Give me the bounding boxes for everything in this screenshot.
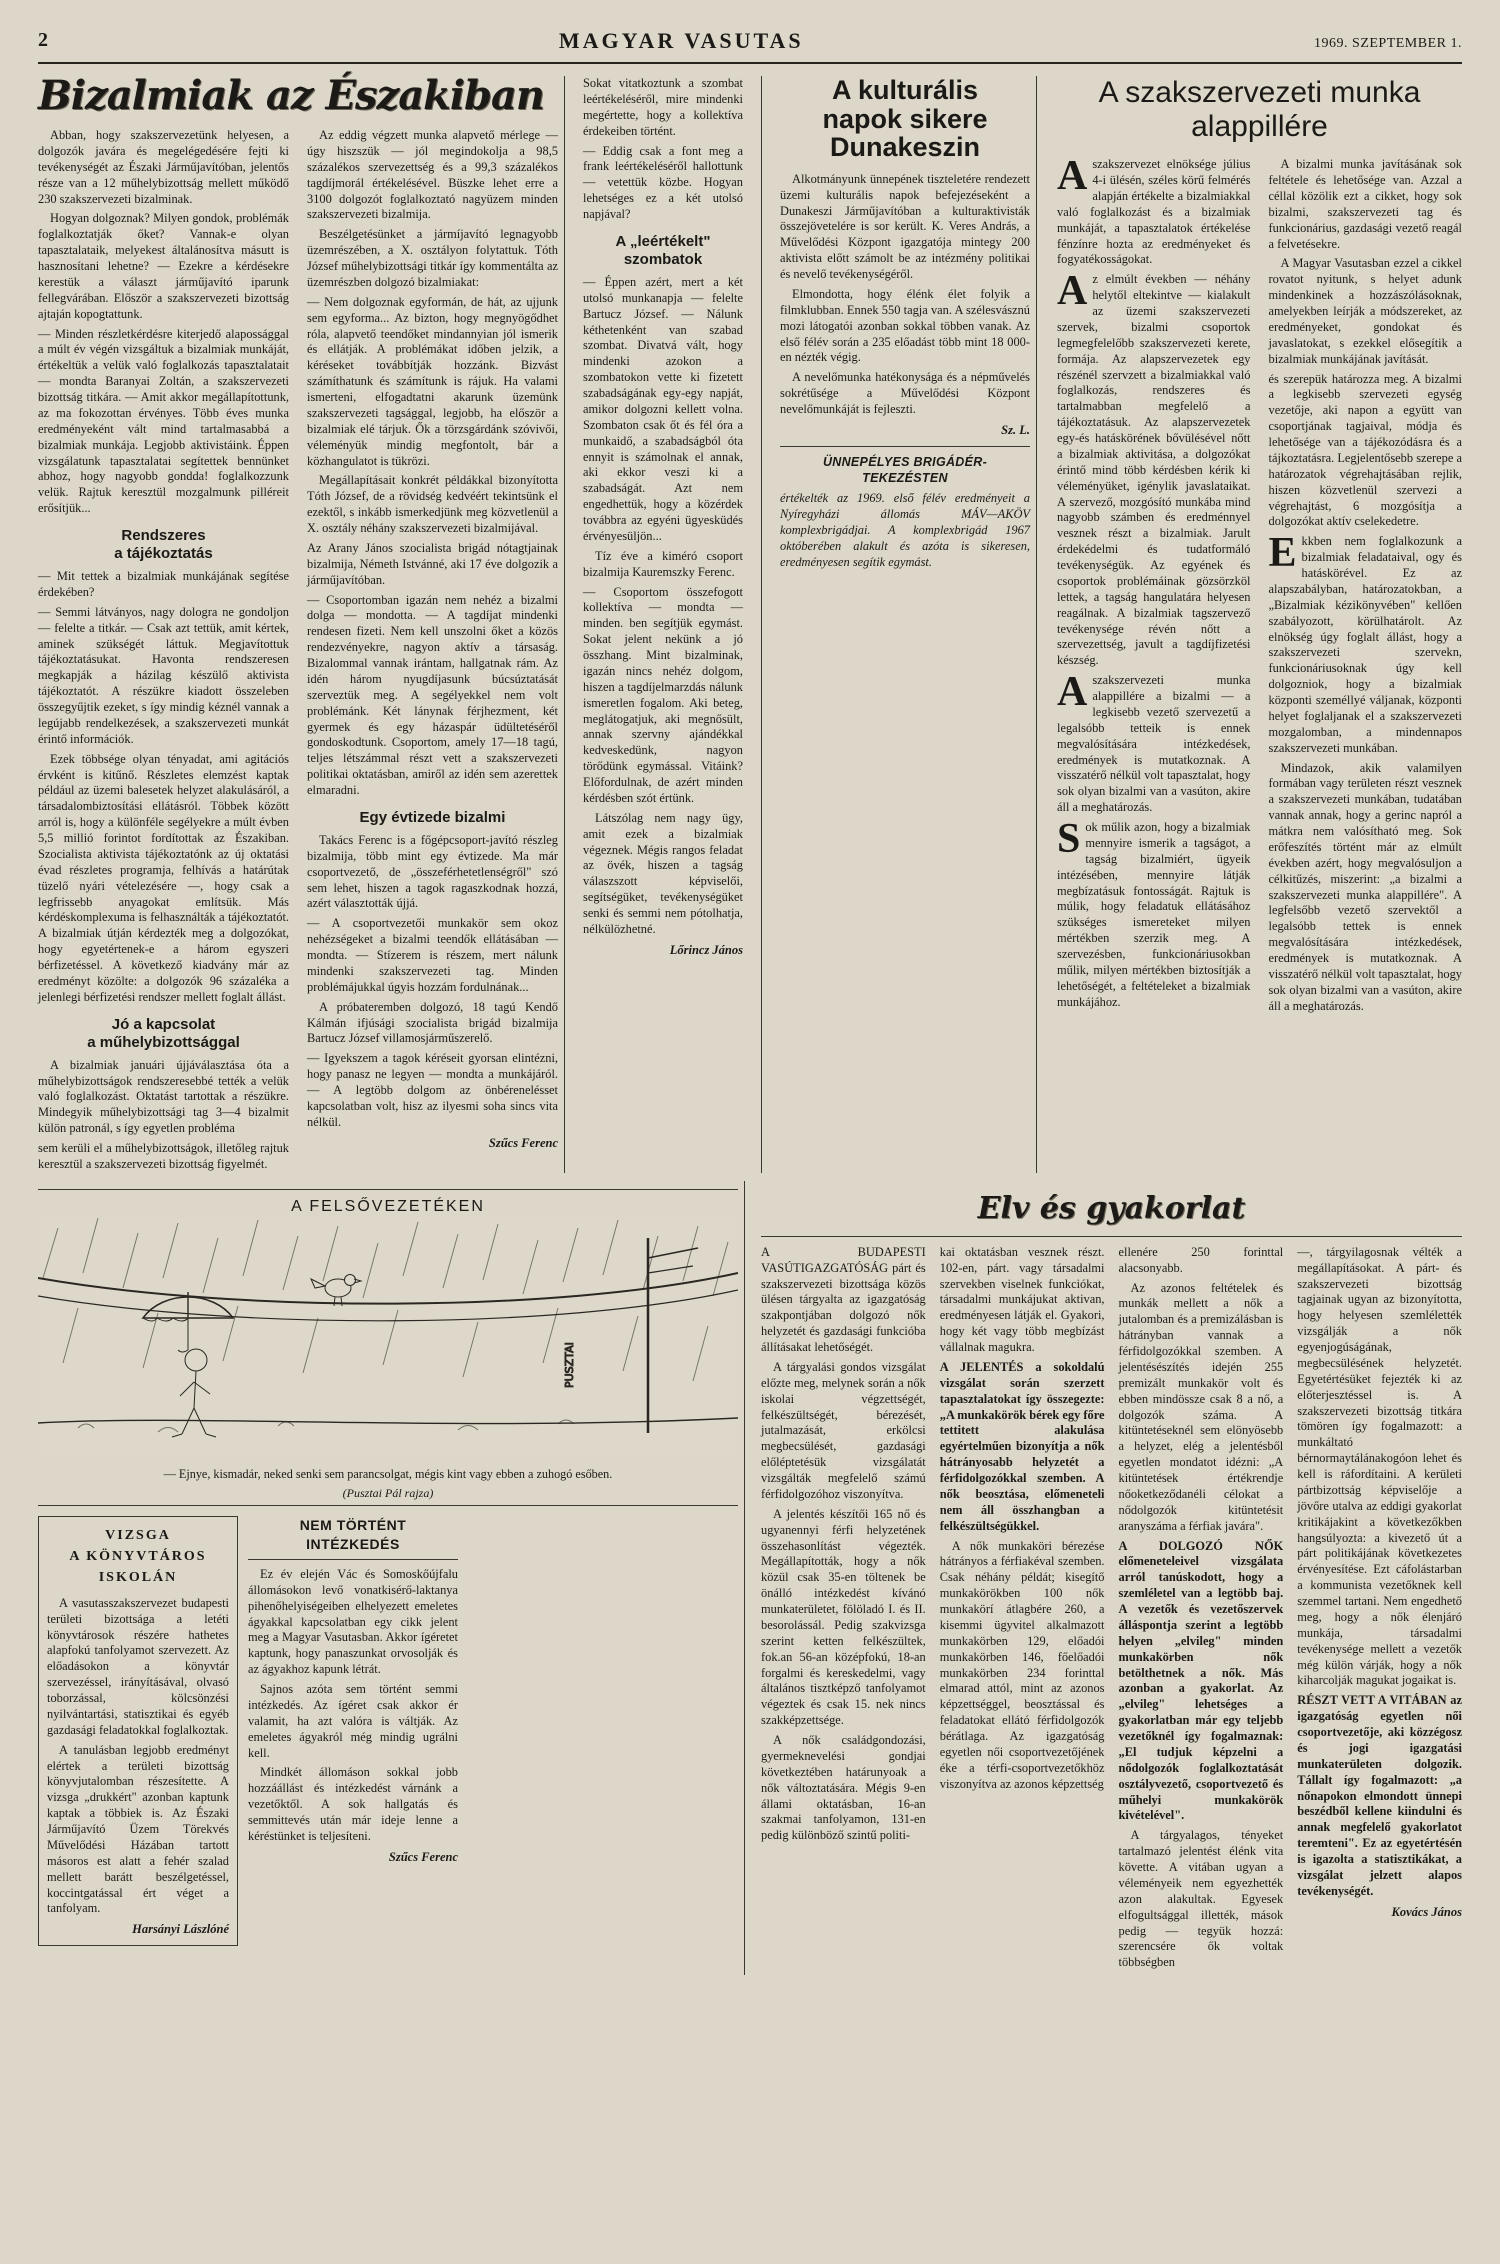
- paragraph: A tanulásban legjobb eredményt elértek a területi bizottság könyvjutalomban részesítette. A vizsga „drukkért" azonban kaptunk kaptak a többiek is. Az Északi Járműjavító Üzem Törekvés Művelődési Házában tartott másoros est alatt a fehér szalad mellett barátt beszélgetéssel, koccintgatással ért véget a tanfolyam.: [47, 1742, 229, 1916]
- paragraph: Elmondotta, hogy élénk élet folyik a filmklubban. Ennek 550 tagja van. A szélesvásznú mozi látogatói azonban sokkal többen vanak. Az első félév során a 235 előadást több mint 18 000-en nézték végig.: [780, 286, 1030, 365]
- headline-line: napok sikere: [822, 103, 988, 134]
- paragraph: Az eddig végzett munka alapvető mérlege — úgy hiszszük — jól megindokolja a 98,5 százalékos szervezettség és a 99,3 százalékos tagdíjmorál értékelésével. Büszke lehet erre a 3100 dolgozót foglalkoztató nagyüzem minden szakszervezeti bizalmija.: [307, 128, 558, 222]
- article-szakszervezeti-munka: [1043, 76, 1462, 1173]
- cartoon: [38, 1189, 738, 1506]
- byline: Harsányi Lászlóné: [132, 1922, 229, 1937]
- subheading-line: Egy évtizede bizalmi: [359, 808, 506, 826]
- article-leertekelt: [571, 76, 755, 1173]
- byline: Lőrincz János: [669, 942, 743, 957]
- article-elv-es-gyakorlat: [751, 1181, 1462, 1975]
- byline: Kovács János: [1391, 1904, 1462, 1919]
- byline: Szűcs Ferenc: [488, 1135, 558, 1150]
- elv-columns: [761, 1245, 1462, 1975]
- nemtortent-heading: [248, 1516, 458, 1560]
- headline-line: A kulturális: [831, 75, 979, 105]
- subheading-line: Rendszeres: [121, 527, 206, 544]
- paragraph: — Minden részletkérdésre kiterjedő alapossággal a múlt év végén vizsgáltuk a bizalmiak munkáját, értékeltük a velük való foglalkozás tapasztalatait — mondta Baranyai Zoltán, a szakszervezeti bizottság titkára. — Amit akkor megállapítottunk, az ma fokozottan érvényes. Több éves munka eredményeként vált mind tartalmasabbá a bizalmiak munkája. Legjobb aktivistáink. Éppen vizsgálatunk tapasztalatai segítettek bennünket abhoz, hogy nagyobb gondda! foglalkozzunk velük. Rajtuk keresztül mozgalmunk pilléreit erősítjük...: [38, 326, 289, 516]
- headline-line: Dunakeszin: [829, 132, 981, 163]
- lower-grid: [38, 1181, 1462, 1975]
- paragraph: Beszélgetésünket a jármíjavító legnagyobb üzemrészében, a X. osztályon folytattuk. Tóth József műhelybizottsági titkár így kommentálta az üzemrészben dolgozó bizalmiakat:: [307, 227, 558, 289]
- paragraph: — Nem dolgoznak egyformán, de hát, az ujjunk sem egyforma... Az bizton, hogy megnyögődhet róla, alapvető teendőket mindannyian jól ismerik és ellátják. A problémákat időben jelzik, a kéréseket továbbítják hozzánk. Bizvást számíthatunk és számítunk is rájuk. Ha valami ismerteni, elfogadtatni akarunk üzemünk szakszervezeti tagsággal, legjobb, ha először a bizalmiak elé tárjuk. Ők a törzsgárdánk szóvivői, véleményük mindig megfontolt, bár a közhangulatot is tükrözi.: [307, 294, 558, 468]
- paragraph: Ezek többsége olyan tényadat, ami agitációs érvként is kitűnő. Részletes elemzést kaptak például az üzemi balesetek helyzet alakulásáról, a társadalombiztosítási ellátásról. Többek között arról is, hogy a különféle segélyekre a múlt évben 5,5 millió forintot fordítottak az Északiban. Szocialista aktivista tájékoztatónk az új oktatási évad részletes programja, felhívás a határútak tüzelő nyári vételezésére —, hogy csak a legfrissebb anyagokat említsük. Más kérdéskomplexuma is felhasználták a tájékoztatót. A bizalmiak útján kérdezték meg a dolgozókat, hogy egyetértenek-e a három egyszeri bérfizetéssel. A következő kiadvány már az eredményt közölte: a dolgozók 96 százaléka a jelenlegi bérfizetési rendszer mellett foglalt állást.: [38, 751, 289, 1004]
- subheading: [583, 233, 743, 269]
- paragraph: A nevelőmunka hatékonysága és a népművelés sokrétűsége a Művelődési Központ nevelőmunkáját is fejleszti.: [780, 370, 1030, 417]
- paragraph: Megállapításait konkrét példákkal bizonyította Tóth József, de a rövidség kedvéért tekintsünk el ezektől, s inkább ismerkedjünk meg közvetlenül a X. osztály néhány szakszervezeti bizalmijával.: [307, 473, 558, 535]
- paragraph: Aszakszervezet elnöksége július 4-i ülésén, széles körű felmérés alapján értékelte a bizalmiakkal való foglalkozást és a bizalmiak munkáját, a tapasztalatok értékelése fénzínre hozta az eredményeket és fogyatékosságokat.: [1057, 153, 1251, 267]
- heading-line: VIZSGA: [105, 1527, 171, 1543]
- paragraph: A vasutasszakszervezet budapesti területi bizottsága a letéti könyvtárosok részére hathetes alapfokú tanfolyamot szervezett. Az előadásokon a könyvtár szervezéssel, irányításával, olvasó toborzással, kölcsönzési nyilvántartási, statisztikai és egyéb gazdasági feladatokkal foglalkoztak.: [47, 1595, 229, 1737]
- paragraph: értékelték az 1969. első félév eredményeit a Nyíregyházi állomás MÁV—AKÖV komplexbrigádjai. A komplexbrigád 1967 októberében alakult és azóta is sikeresen, eredményesen segítik egymást.: [780, 491, 1030, 569]
- bottom-boxes: [38, 1516, 738, 1947]
- subheading-line: a tájékoztatás: [114, 545, 213, 562]
- paragraph: Sokat vitatkoztunk a szombat leértékeléséről, mire mindenki megértette, hogy a kollektíva érdekeiben történt.: [583, 76, 743, 138]
- elv-col-3: [1119, 1245, 1284, 1975]
- vizsga-heading: [47, 1525, 229, 1588]
- paragraph: A nők munkaköri bérezése hátrányos a férfiakéval szemben. Csak néhány példát; kisegítő munkakörökben 100 nők munkakörí átlagbére 260, a kisemmi ügyvitel alkalmazott munkakörben 129, előadói munkakörben 146, főelőadói munkakörben 234 forinttal elmarad attól, mint az azonos képzettséggel, beosztással és feladatokat ellátó férfidolgozók bérátlaga. Az igazgatóság egyetlen női csoportvezetőjének éke a térfi-csoportvezetőkhöz viszonyítva az azonos képzettség: [939, 1538, 1105, 1791]
- paragraph: Aszakszervezeti munka alappillére a bizalmi — a legkisebb vezető szervezetű a legalsóbb tetteik is ennek megvalósítására intézkedések, eredmények is mutatkoznak. A visszatérő nélkül volt tapasztalat, hogy sok olyan bizalmi van a vasúton, akire áll a meghatározás.: [1057, 669, 1251, 815]
- paragraph: — Igyekszem a tagok kéréseit gyorsan elintézni, hogy panasz ne legyen — mondta a munkájáról. — A legtöbb dolgom az önbérenelésset kapcsolatban volt, hisz az ilyesmi soha sincs vita nélkül.: [307, 1051, 558, 1129]
- article-bizalmiak: [38, 72, 558, 1173]
- headline-line: alappillére: [1191, 109, 1328, 143]
- subheading-line: Jó a kapcsolat: [111, 1015, 216, 1033]
- paragraph: Sajnos azóta sem történt semmi intézkedés. Az ígéret csak akkor ér valamit, ha azt valóra is váltják. Az emeletes ágyakról még mindig ugrálni kell.: [248, 1682, 458, 1760]
- heading-line: NEM TÖRTÉNT: [299, 1516, 407, 1533]
- bizalmiak-headline: Bizalmiak az Északiban: [38, 72, 544, 119]
- paragraph: A próbateremben dolgozó, 18 tagú Kendő Kálmán ifjúsági szocialista brigád bizalmija Bartucz József villamosjárműszerelő.: [307, 999, 558, 1046]
- paragraph: Az elmúlt években — néhány helytől eltekintve — kialakult az üzemi szakszervezeti szervek, bizalmi csoportok legmegfelelőbb szakszervezeti kerete, formája. Az alapszervezetek egy részénél szervzett a bizalmiakkal való foglalkozás, rendszeres és tartalmabban megfelelő a tájékoztatásuk. Az alapszervezetek egy-és hatáskörének bővülésével nőtt a bizalmiak aktivitása, a dolgozókat érintő mind több kérdésben kérik ki véleményüket, igénylik javaslataikat. A szervező, mozgósító munkába mind nagyobb számben és eredménnyel vesznek részt a bizalmiak. Jarult érdekédelmi és tudatformáló tevékenységük. Az egyének és csoportok problémáinak gözsörzköl lettek, a tagság hangulatára helyesen reagálnak. A bizalmiak tagszervező tevékenysége révén nőtt a szervezettség, javult a tagdíjfizetési készség.: [1057, 268, 1251, 668]
- masthead-rule: [38, 62, 1462, 64]
- paragraph: A jelentés készítői 165 nő és ugyanennyi férfi helyzetének összehasonlítást végezték. Megállapították, hogy a nők közül csak 35-en töltenek be önálló intézkedést kívánó munkaterületet, fölöladó I. és II. besorolássál. Pedig szakvizsga szerint ketten felkészültek, fok.an 56-an középfokú, 18-an forgalmi és kereskedelmi, vagy általános tisztképző tanfolyamot végeztek és csak 15. nek nincs szakképzettsége.: [761, 1506, 926, 1728]
- paragraph: Ez év elején Vác és Somoskőújfalu állomásokon levő vonatkisérő-laktanya pihenőhelyiségeiben elhelyezett emeletes ágyakkal kapcsolatban egy cikk jelent meg a Magyar Vasutasban. Akkor ígéretet kaptunk, hogy panaszunkat orvosolják és az ágyakhoz kapunk létrát.: [248, 1566, 458, 1677]
- szakszervezeti-body: [1057, 153, 1462, 1016]
- paragraph: Sok műlik azon, hogy a bizalmiak mennyire ismerik a tagságot, a tagság bizalmiért, ügyeik intézésében, mennyire látják megbízatásuk fontosságát. Rajtuk is múlik, hogy feladatuk ellátásához szükséges ismereteket milyen mértékben szerzik meg. A szervezésben, funkcionáriusokban műlik, milyen mértékben biztosítják a lehetőségét, a feltételeket a bizalmiak munkájához.: [1057, 816, 1251, 1009]
- bizalmiak-body: [38, 128, 558, 1173]
- svg-text:PUSZTAI: PUSZTAI: [563, 1341, 576, 1388]
- cartoon-credit: (Pusztai Pál rajza): [342, 1485, 434, 1500]
- paragraph: Az Arany János szocialista brigád nótagtjainak bizalmija, Németh Istvánné, aki 17 éve dolgozik a járműjavítóban.: [307, 540, 558, 587]
- paragraph: A BUDAPESTI VASÚTIGAZGATÓSÁG párt és szakszervezeti bizottsága közös ülésen tárgyalta az igazgatóság szakpontjában dolgozó nők helyzetét és gazdasági funkcióba állításakat lehetőségét.: [761, 1244, 926, 1354]
- subheading: [307, 809, 558, 827]
- paragraph: A nők családgondozási, gyermeknevelési gondjai következtében határunyoak a nők változtatására. Mégis 9-en állami oktatásban, 16-an szakmai tanfolyamon, 131-en pedig különböző szintű politi-: [761, 1733, 926, 1843]
- article-kulturalis-napok: [768, 76, 1030, 1173]
- paragraph: sem kerüli el a műhelybizottságok, illetőleg rajtuk keresztül a szakszervezeti bizottság figyelmét.: [38, 1141, 289, 1171]
- heading-line: ISKOLÁN: [98, 1569, 178, 1585]
- paragraph: ellenére 250 forinttal alacsonyabb.: [1118, 1244, 1284, 1275]
- szakszervezeti-headline: [1057, 76, 1462, 143]
- paragraph: A bizalmi munka javításának sok feltétele és lehetősége van. Azzal a céllal közölik ezt a cikket, hogy sok bizalmi, szakszervezeti tag és funkcionárius, gazdasági vezető reagál a felvetésekre.: [1268, 157, 1462, 251]
- subheading: [38, 527, 289, 563]
- subheading-line: A „leértékelt": [615, 232, 711, 250]
- paragraph: A Magyar Vasutasban ezzel a cikkel rovatot nyitunk, s helyet adunk mindenkinek a hozzászólásoknak, amelyekben leírják a módszereket, az eredményeket, gondokat és javaslatokat, s ezekkel elősegítik a bizalmiak munkájának javítását.: [1268, 256, 1462, 366]
- paragraph: Abban, hogy szakszervezetünk helyesen, a dolgozók javára és megelégedésére fejti ki tevékenységét az Északi Járműjavítóban, jelentős része van a 12 műhelybizottság mellett működő 230 szakszervezeti bizalminak.: [38, 128, 289, 206]
- main-grid: [38, 72, 1462, 1173]
- paragraph: A bizalmiak januári újjáválasztása óta a műhelybizottságok rendszeresebbé tették a velük való foglalkozást. Oktatást tartottak a részükre. Mindegyik műhelybizottsági tag 3—4 bizalmit külön patronál, s így egyetlen probléma: [38, 1057, 289, 1136]
- brigad-heading: [780, 455, 1030, 486]
- elv-col-2: [940, 1245, 1105, 1975]
- paper-title: MAGYAR VASUTAS: [558, 28, 804, 53]
- heading-line: ÜNNEPÉLYES BRIGÁDÉR-: [822, 454, 988, 469]
- paragraph: — A csoportvezetői munkakör sem okoz nehézségeket a bizalmi teendők ellátásában — mondta. — Stízerem is részem, mert nálunk mindenki szakszervezeti tag. Minden problémájukkal úgyis hozzám fordulnának...: [307, 916, 558, 994]
- byline: Szűcs Ferenc: [388, 1849, 458, 1864]
- heading-line: INTÉZKEDÉS: [306, 1536, 400, 1553]
- paragraph: Alkotmányunk ünnepének tiszteletére rendezett üzemi kulturális napok befejezéseként a Dunakeszi Járműjavítóban a kulturaktivisták összejövetelére is sor került. K. Veres András, a Művelődési Központ igazgatója mintegy 200 aktivista előtt számolt be az intézmény politikai és nevelő tevékenységéről.: [780, 171, 1030, 282]
- subheading: [38, 1016, 289, 1052]
- cartoon-zone: [38, 1181, 738, 1975]
- byline: Sz. L.: [1001, 422, 1030, 437]
- paragraph: Tíz éve a kiméró csoport bizalmija Kauremszky Ferenc.: [583, 548, 743, 579]
- elv-headline: Elv és gyakorlat: [977, 1190, 1246, 1226]
- article-vizsga: [38, 1516, 238, 1947]
- heading-line: A KÖNYVTÁROS: [69, 1548, 207, 1564]
- paragraph: Mindazok, akik valamilyen formában vagy területen részt vesznek a szakszervezeti munkában, tudatában vannak annak, hogy a gerinc napról a mátkra nem valósítható meg. Sok erőfeszítés történt már az elmúlt években azért, hogy megvalósuljon a célkitűzés, miszerint: „a bizalmi a szakszervezeti munka alappillére". A legfelsőbb vezető szervektől a legalsóbb tettek is ennek megvalósítására intézkedések, eredmények is mutatkoznak. A visszatérő nélkül volt tapasztalat, hogy sok olyan bizalmi van a vasúton, akire áll a meghatározás.: [1268, 760, 1462, 1013]
- paragraph: A tárgyalagos, tényeket tartalmazó jelentést élénk vita követte. A vitában ugyan a véleményeik nem egyezhették azon alakultak. Egyesek elfogultsággal illették, mások pedig — tegyük hozzá: szerencsére ők voltak többségben: [1118, 1828, 1284, 1970]
- subheading-line: a műhelybizottsággal: [87, 1033, 240, 1051]
- paragraph-lead: A DOLGOZÓ NŐK előmeneteleivel vizsgálata arról tanúskodott, hogy a szemléletel van a legtöbb baj. A vezetők és vezetőszervek álláspontja szerint a legtöbb helyen „elvileg" minden munkakörben nők betölthetnek a nők. Más azonban a gyakorlat. Az „elvileg" lehetséges a gyakorlatban már egy teljebb vezetőknél így fogalmaznak: „El tudjuk képzelni a nődolgozók foglalkoztatását osztályvezető, csoportvezető és műhelyi munkakörök kivételével".: [1118, 1538, 1284, 1823]
- elv-col-1: [761, 1245, 926, 1975]
- kulturalis-headline: [780, 76, 1030, 162]
- paragraph-lead: RÉSZT VETT A VITÁBAN az igazgatóság egyetlen női csoportvezetője, aki közzégosz és jogi igazgatási munkaterületen dolgozik. Tállalt így fogalmazott: „a nőnapokon elmondott ünnepi beszédből kellene kiindulni és annak megfelelő gyakorlatot teremteni". Ez az egyetértésén is igazolta a statisztikákat, a vizsgálat jelzett alapos tevékenységét.: [1297, 1693, 1462, 1898]
- paragraph: — Eddig csak a font meg a frank leértékeléséről hallottunk — vetettük közbe. Hogyan lehetséges ez a két utolsó napjával?: [583, 143, 743, 221]
- page-number: 2: [38, 29, 49, 51]
- column-rule: [1036, 76, 1037, 1173]
- cartoon-drawing: [38, 1218, 738, 1458]
- elv-col-4: [1297, 1245, 1462, 1975]
- heading-line: TEKEZÉSTEN: [862, 470, 948, 485]
- paragraph: — Csoportom összefogott kollektíva — mondta — minden. ben segítjük egymást. Sokat jelent nekünk a jó összhang. Mint bizalminak, igazán nincs nehéz dolgom, hiszen a tagdíjelmarzdás nálunk ismeretlen fogalom. Aki beteg, meglátogatjuk, aki megnősült, annak szervny ajándékkal kedveskedünk, nagyon törődünk egymással. Vitáink? Előfordulnak, de azért minden kérdésben szót értünk.: [583, 584, 743, 805]
- subheading-line: szombatok: [623, 250, 703, 268]
- cartoon-title: A FELSŐVEZETÉKEN: [291, 1197, 485, 1215]
- paragraph: Hogyan dolgoznak? Milyen gondok, problémák foglalkoztatják őket? Vannak-e olyan tapasztalataik, melyekest általánosítva másutt is hasznosítani lehetne? — Ezekre a kérdésekre kerestük a választ járműjavító iparunk fellegvárában. Először a szakszervezeti bizottság ajtaján kopogtattunk.: [38, 211, 289, 321]
- paragraph: Ekkben nem foglalkozunk a bizalmiak feladataival, ogy és hatáskörével. Ez az alapszabályban, határozatokban, a „Bizalmiak kézikönyvében" kellően szabályozott, körülhatárolt. Az elnökség úgy foglalt állást, hogy a szakszervezeti szervekn, funkcionáriusoknak úgy kell dolgozniok, hogy a bizalmiak központi személlyé váljanak, központi helyet foglaljanak el a szakszervezeti mozgalomban, a mindennapos szakszervezeti munkában.: [1268, 530, 1462, 755]
- paragraph: — Csoportomban igazán nem nehéz a bizalmi dolga — mondotta. — A tagdíjat mindenki rendesen fizeti. Nem kell unszolni őket a közös rendezvényekre, nagyon aktív a társaság. Bizalommal vannak irántam, hallgatnak rám. Az idén három nyugdíjasunk búcsúztatását szerveztük meg. A segélyekkel nem volt problémánk. Két lánynak férjhezment, két gyermek és egy házaspár üdültetéséről gondoskodtunk. Csoportom, amely 17—18 tagú, teljes létszámmal részt vett a szakszervezeti politikai oktatásban, amiről az idén sem azerettek elmaradni.: [307, 592, 558, 797]
- column-rule: [564, 76, 565, 1173]
- cartoon-caption: — Ejnye, kismadár, neked senki sem parancsolgat, mégis kint vagy ebben a zuhogó esőben.: [163, 1466, 613, 1481]
- column-rule: [761, 76, 762, 1173]
- paragraph: — Éppen azért, mert a két utolsó munkanapja — felelte Bartucz József. — Nálunk kéthetenként van szabad szombat. Divatvá vált, hogy mindenki azokon a szombatokon vette ki fizetett szabadságának egy-egy napját, amikor dolgozni kellett volna. Szombaton csak őt és fél óra a munkaidő, a szabadságból óta ennyit is számolnak el annak, aki ekkor veszi ki a szabadságát. Azt nem engedhettük, hogy a közérdek továbbra az egyéni ügyesküdés érvényesüljön...: [583, 274, 743, 543]
- paragraph: Mindkét állomáson sokkal jobb hozzáállást és intézkedést várnánk a vezetőktől. A sok hallgatás és semmittevés után már ideje lenne a kéréstünket is teljesíteni.: [248, 1765, 458, 1843]
- paragraph: kai oktatásban vesznek részt. 102-en, párt. vagy társadalmi szervekben viselnek funkciókat, társadalmi munkájukat aktivan, eredményesen látják el. Gyakori, hogy két vagy több megbízást vállalnak magukra.: [939, 1244, 1105, 1354]
- masthead: [38, 26, 1462, 56]
- column-rule: [744, 1181, 745, 1975]
- issue-date: 1969. SZEPTEMBER 1.: [1314, 36, 1462, 51]
- paragraph-lead: A JELENTÉS a sokoldalú vizsgálat során szerzett tapasztalatokat így összegezte: „A munkakörök bérek egy főre tettitett alakulása egyértelműen bizonyítja a nők hátrányosabb helyzetét a férfidolgozókkal szemben. A nők beosztása, előmeneteli nem áll összhangban a felkészültségükkel.: [939, 1359, 1105, 1533]
- paragraph: — Semmi látványos, nagy dologra ne gondoljon — felelte a titkár. — Csak azt tettük, amit kértek, aminek szükségét láttuk. Megjavítottuk tájékoztatásukat. Havonta rendszeresen megkapják a házilag készülő aktivista tájékoztatót. A részükre kiadott összeleben összegyűjtik ezeket, s így mindig kéznél vannak a legújabb rendelkezések, a szakszervezeti munkát érintő információk.: [38, 604, 289, 746]
- paragraph: —, tárgyilagosnak vélték a megállapításokat. A párt- és szakszervezeti bizottság tagjainak ugyan az bizonyította, hogy helyesen szemlélették vizsgálják a nők egyenjogúságának, megbecsülésének helyzetét. Egyetértésüket fejezték ki az előterjesztéssel is. A szakszervezeti bizottság titkára tömören így fogalmazott: a munkáltató bérnormaytálánakogóon lehet és kell is ráfordítaini. A kerületi pártbizottság képviselője a jövőre utalva az eddigi gyakorlat kritikájakint a következőkben hangsúlyozta: a kivezető út a párt politikájának következetes érvényesítése. Ezt cáfolástarban a kommunista vezetőknek kell szemmel tartani. Nem engedhető meg, hogy a nők élenjáró munkája, társadalmi tevékenysége mellett a vezetők még külön várják, hogy a nők kiharcolják magukat jogaikat is.: [1297, 1244, 1462, 1688]
- paragraph: és szerepük határozza meg. A bizalmi a legkisebb szervezeti egység vezetője, aki napon a együtt van csoportjának tagjaival, módja és lehetősége van a tájékozódásra és a tájkoztatásra. Legjelentősebb szerepe a határozatok végrehajtásában rejlik, hiszen közvetlenül szervezi a végrehajtást, 6 mozgósítja a dolgozókat aktív cselekedetre.: [1268, 371, 1462, 529]
- article-nem-tortent: [238, 1516, 468, 1947]
- paragraph: Az azonos feltételek és munkák mellett a nők a jutalomban és a premizálásban is hátrányban vannak a férfidolgozókkal szemben. A jelentésészítés idején 255 premizált munkakör volt és ebben mindössze csak 8 a nő, a dolgozók száma. A kitüntetéseknél sem elönyösebb a helyzet, elég a jelentésből egyetlen mondatot idézni: „A kitüntetések értékrendje nőoketkeződanéli célokat a nődolgozók kitüntetésit aranyszáma a férfiak javára".: [1118, 1280, 1284, 1533]
- divider: [780, 446, 1030, 447]
- headline-line: A szakszervezeti munka: [1098, 76, 1421, 109]
- paragraph: — Mit tettek a bizalmiak munkájának segítése érdekében?: [38, 569, 289, 599]
- paragraph: Takács Ferenc is a főgépcsoport-javító részleg bizalmija, több mint egy évtizede. Ma már csoportvezető, de „összeférhetetlenségről" szó sem lehet, hiszen a tagok ragaszkodnak hozzá, azért választották újjá.: [307, 832, 558, 911]
- paragraph: Látszólag nem nagy ügy, amit ezek a bizalmiak végeznek. Mégis rangos feladat az övék, hiszen a tagság válaszszott képviselői, segítségüket, tevékenységüket senki és semmi nem pótolhatja, nélkülözhetné.: [583, 810, 743, 936]
- divider: [761, 1236, 1462, 1237]
- paragraph: A tárgyalási gondos vizsgálat előzte meg, melynek során a nők iskolai végzettségét, felkészültségét, bérezését, jutalmazását, erkölcsi megbecsülését, gazdasági előléptetésük vizsgálatát vizsgálták megfelelő számú férfidolgozóhoz viszonyítva.: [761, 1359, 926, 1501]
